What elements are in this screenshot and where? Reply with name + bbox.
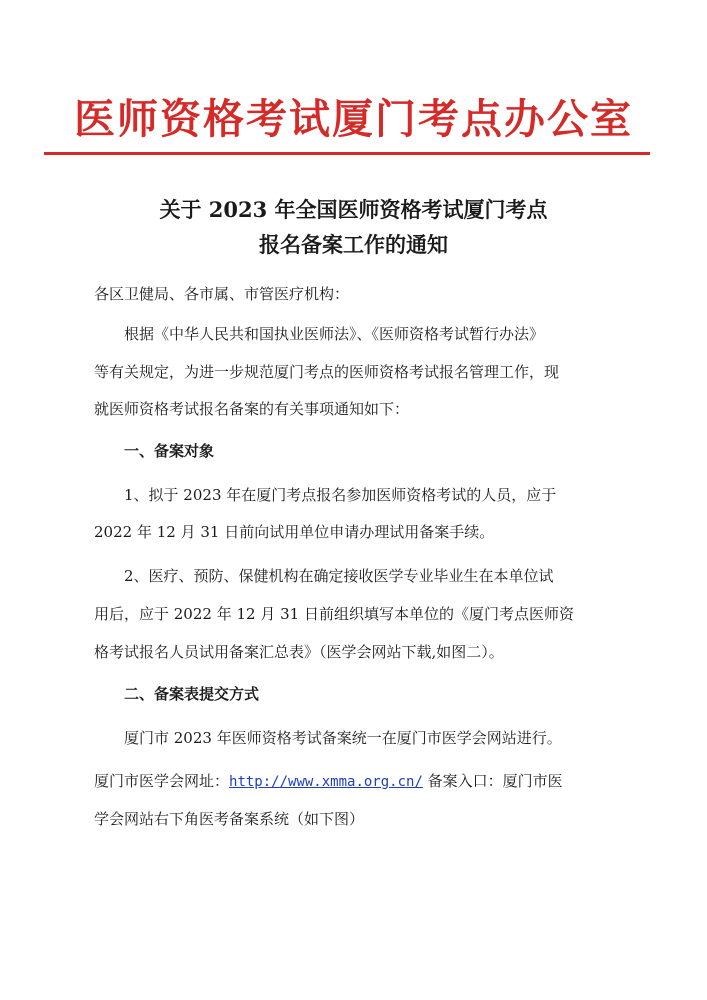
- section1-item2-line3: 格考试报名人员试用备案汇总表》（医学会网站下载,如图二）。: [94, 643, 504, 661]
- intro-line-1: 根据《中华人民共和国执业医师法》、《医师资格考试暂行办法》: [124, 325, 545, 343]
- notice-title-line2: 报名备案工作的通知: [259, 232, 448, 257]
- letterhead-title: 医师资格考试厦门考点办公室: [74, 95, 633, 143]
- section1-heading: 一、备案对象: [124, 442, 215, 460]
- notice-title-line1: 关于 2023 年全国医师资格考试厦门考点: [159, 197, 548, 222]
- letterhead-red-rule: [44, 152, 650, 155]
- section1-item2-line2: 用后，应于 2022 年 12 月 31 日前组织填写本单位的《厦门考点医师资: [94, 605, 574, 623]
- section1-item2-line1: 2、医疗、预防、保健机构在确定接收医学专业毕业生在本单位试: [124, 567, 554, 585]
- entry-label: 备案入口：厦门市医: [422, 772, 563, 790]
- intro-line-3: 就医师资格考试报名备案的有关事项通知如下：: [94, 400, 410, 418]
- section2-para1: 厦门市 2023 年医师资格考试备案统一在厦门市医学会网站进行。: [124, 729, 562, 747]
- section1-item1-line2: 2022 年 12 月 31 日前向试用单位申请办理试用备案手续。: [94, 523, 495, 541]
- salutation: 各区卫健局、各市属、市管医疗机构：: [94, 285, 350, 303]
- section2-website-line: [94, 770, 563, 791]
- section1-item1-line1: 1、拟于 2023 年在厦门考点报名参加医师资格考试的人员，应于: [124, 486, 557, 504]
- section2-heading: 二、备案表提交方式: [124, 685, 260, 703]
- website-label: 厦门市医学会网址：: [94, 772, 230, 790]
- website-link[interactable]: http://www.xmma.org.cn/: [229, 774, 423, 790]
- intro-line-2: 等有关规定，为进一步规范厦门考点的医师资格考试报名管理工作，现: [94, 363, 560, 381]
- section2-entry-line2: 学会网站右下角医考备案系统（如下图）: [94, 810, 365, 828]
